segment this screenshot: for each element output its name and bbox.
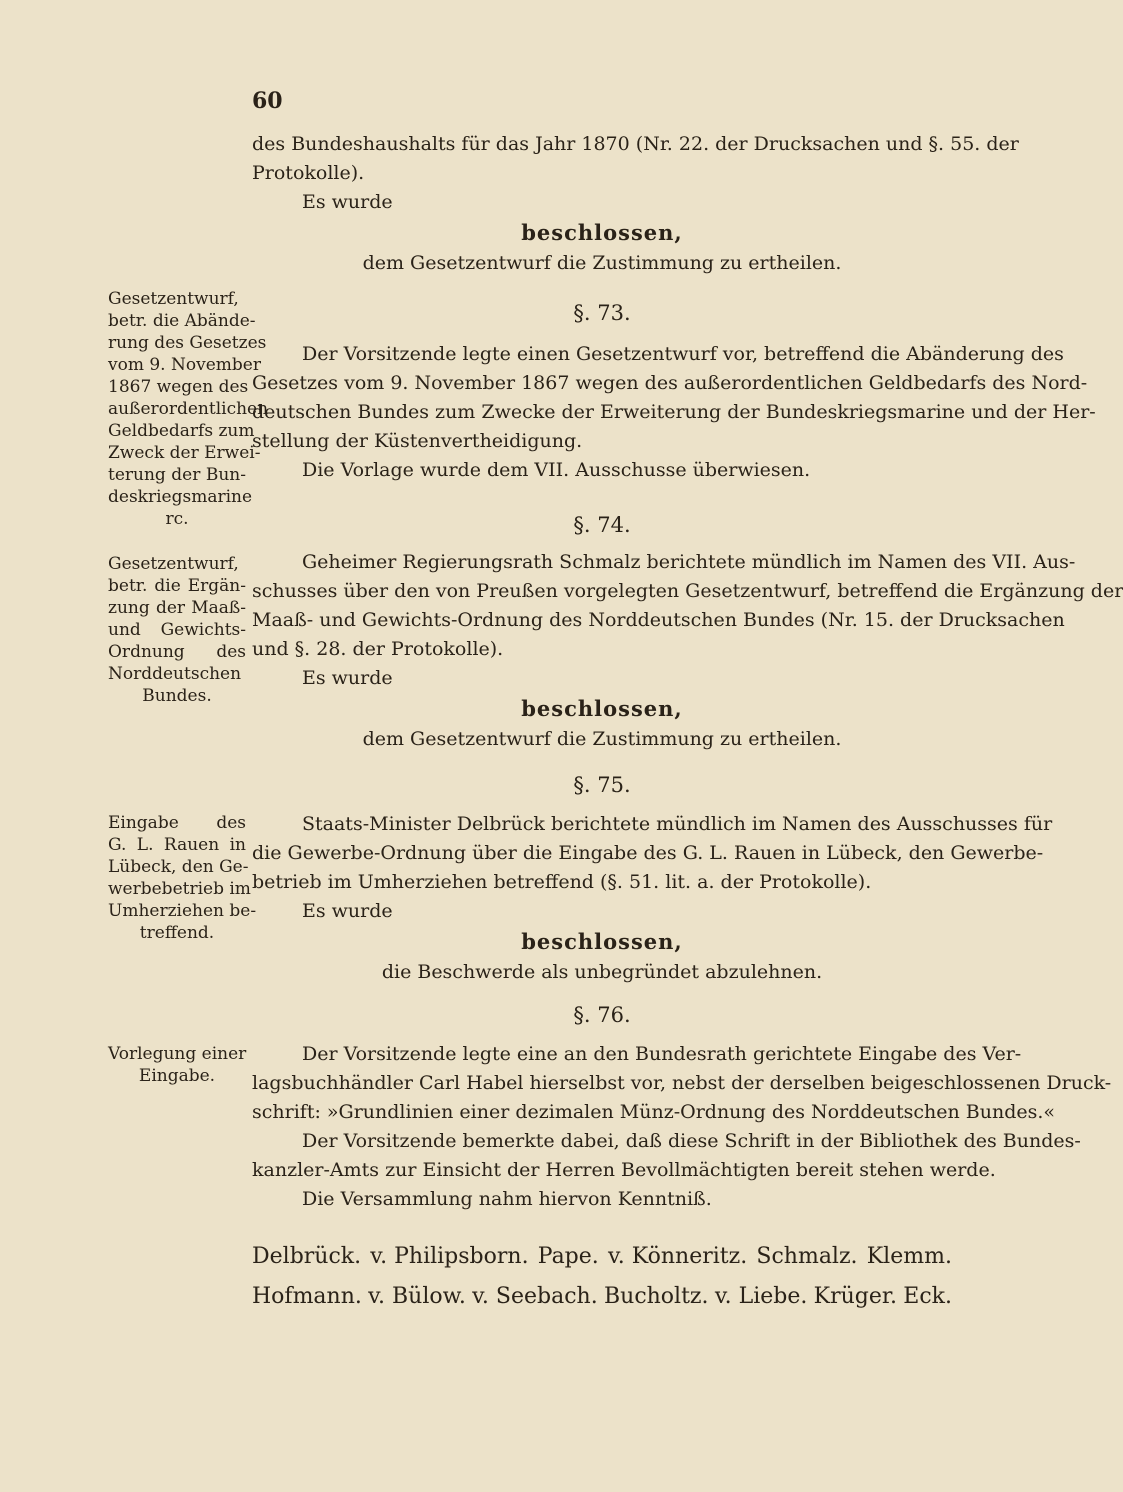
margin-line: Geldbedarfs zum	[108, 421, 255, 441]
signature: Delbrück.	[252, 1244, 362, 1269]
margin-note-74	[108, 553, 246, 707]
paragraph-line: Staats-Minister Delbrück berichtete mündlich im Namen des Ausschusses für	[302, 813, 1053, 835]
signature: Eck.	[903, 1284, 952, 1309]
margin-note-75	[108, 812, 257, 944]
paragraph-line: Die Versammlung nahm hiervon Kenntniß.	[302, 1188, 712, 1210]
section-heading: §. 74.	[573, 513, 631, 537]
paragraph-line: stellung der Küstenvertheidigung.	[252, 430, 583, 452]
section-76	[252, 1000, 1112, 1214]
margin-line: Zweck der Erwei-	[108, 443, 261, 463]
signature: v. Liebe.	[714, 1284, 808, 1309]
margin-line: Ordnung des	[108, 642, 246, 662]
section-73	[252, 298, 1096, 485]
margin-line: Gesetzentwurf,	[108, 289, 239, 309]
paragraph-line: Gesetzes vom 9. November 1867 wegen des außerordentlichen Geldbedarfs des Nord-	[252, 372, 1088, 394]
margin-note-73	[108, 288, 269, 530]
beschlossen: beschlossen,	[521, 929, 683, 954]
es-wurde: Es wurde	[302, 191, 393, 213]
margin-line: Eingabe des	[108, 813, 246, 833]
paragraph-line: betrieb im Umherziehen betreffend (§. 51. lit. a. der Protokolle).	[252, 871, 872, 893]
margin-line: außerordentlichen	[108, 399, 269, 419]
margin-line: vom 9. November	[108, 355, 261, 375]
paragraph-line: schusses über den von Preußen vorgelegten Gesetzentwurf, betreffend die Ergänzung der	[252, 580, 1123, 602]
signature: v. Seebach.	[472, 1284, 598, 1309]
margin-line: 1867 wegen des	[108, 377, 249, 397]
margin-line: deskriegsmarine	[108, 487, 253, 507]
signature: Pape.	[537, 1244, 599, 1269]
margin-line: Bundes.	[142, 686, 212, 706]
resolution: dem Gesetzentwurf die Zustimmung zu ertheilen.	[362, 728, 842, 750]
paragraph-line: lagsbuchhändler Carl Habel hierselbst vor, nebst der derselben beigeschlossenen Druck-	[252, 1072, 1112, 1094]
margin-line: rung des Gesetzes	[108, 333, 267, 353]
margin-line: zung der Maaß-	[108, 598, 246, 618]
paragraph-line: Der Vorsitzende legte einen Gesetzentwurf vor, betreffend die Abänderung des	[302, 343, 1064, 365]
paragraph-line: Der Vorsitzende legte eine an den Bundesrath gerichtete Eingabe des Ver-	[302, 1043, 1022, 1065]
es-wurde: Es wurde	[302, 667, 393, 689]
resolution: die Beschwerde als unbegründet abzulehnen.	[381, 961, 823, 983]
intro-line: des Bundeshaushalts für das Jahr 1870 (Nr. 22. der Drucksachen und §. 55. der	[252, 133, 1019, 155]
section-74	[252, 510, 1123, 754]
beschlossen: beschlossen,	[521, 220, 683, 245]
beschlossen: beschlossen,	[521, 696, 683, 721]
margin-line: werbebetrieb im	[108, 879, 251, 899]
paragraph-line: Maaß- und Gewichts-Ordnung des Norddeutschen Bundes (Nr. 15. der Drucksachen	[252, 609, 1065, 631]
paragraph-line: und §. 28. der Protokolle).	[252, 638, 504, 660]
margin-note-76	[108, 1043, 246, 1087]
margin-line: Umherziehen be-	[108, 901, 257, 921]
paragraph-line: kanzler-Amts zur Einsicht der Herren Bevollmächtigten bereit stehen werde.	[252, 1159, 996, 1181]
margin-line: rc.	[165, 509, 189, 529]
paragraph-line: Die Vorlage wurde dem VII. Ausschusse überwiesen.	[302, 459, 811, 481]
margin-line: betr. die Abände-	[108, 311, 256, 331]
page-number: 60	[252, 88, 283, 114]
margin-line: und Gewichts-	[108, 620, 246, 640]
signature: v. Philipsborn.	[370, 1244, 529, 1269]
margin-line: Norddeutschen	[108, 664, 242, 684]
es-wurde: Es wurde	[302, 900, 393, 922]
signature: Schmalz.	[756, 1244, 858, 1269]
signature: Bucholtz.	[603, 1284, 709, 1309]
signature: Hofmann.	[252, 1284, 362, 1309]
signature: v. Bülow.	[368, 1284, 466, 1309]
section-75	[252, 770, 1053, 987]
signature: Krüger.	[813, 1284, 897, 1309]
resolution: dem Gesetzentwurf die Zustimmung zu ertheilen.	[362, 252, 842, 274]
paragraph-line: deutschen Bundes zum Zwecke der Erweiterung der Bundeskriegsmarine und der Her-	[252, 401, 1096, 423]
margin-line: Gesetzentwurf,	[108, 554, 239, 574]
margin-line: Vorlegung einer	[108, 1044, 247, 1064]
signature: Klemm.	[866, 1244, 952, 1269]
paragraph-line: schrift: »Grundlinien einer dezimalen Münz-Ordnung des Norddeutschen Bundes.«	[252, 1101, 1056, 1123]
signature-row-2	[252, 1284, 952, 1309]
section-heading: §. 76.	[573, 1003, 631, 1027]
signature: v. Könneritz.	[607, 1244, 748, 1269]
margin-line: Lübeck, den Ge-	[108, 857, 249, 877]
paragraph-line: Geheimer Regierungsrath Schmalz berichtete mündlich im Namen des VII. Aus-	[302, 551, 1076, 573]
paragraph-line: Der Vorsitzende bemerkte dabei, daß diese Schrift in der Bibliothek des Bundes-	[302, 1130, 1081, 1152]
paragraph-line: die Gewerbe-Ordnung über die Eingabe des G. L. Rauen in Lübeck, den Gewerbe-	[252, 842, 1044, 864]
margin-line: terung der Bun-	[108, 465, 246, 485]
margin-line: treffend.	[139, 923, 215, 943]
intro-block	[252, 130, 1019, 278]
signature-row-1	[252, 1244, 952, 1269]
section-heading: §. 75.	[573, 773, 631, 797]
intro-line: Protokolle).	[252, 162, 365, 184]
margin-line: Eingabe.	[138, 1066, 216, 1086]
margin-line: G. L. Rauen in	[108, 835, 246, 855]
margin-line: betr. die Ergän-	[108, 576, 246, 596]
section-heading: §. 73.	[573, 301, 631, 325]
